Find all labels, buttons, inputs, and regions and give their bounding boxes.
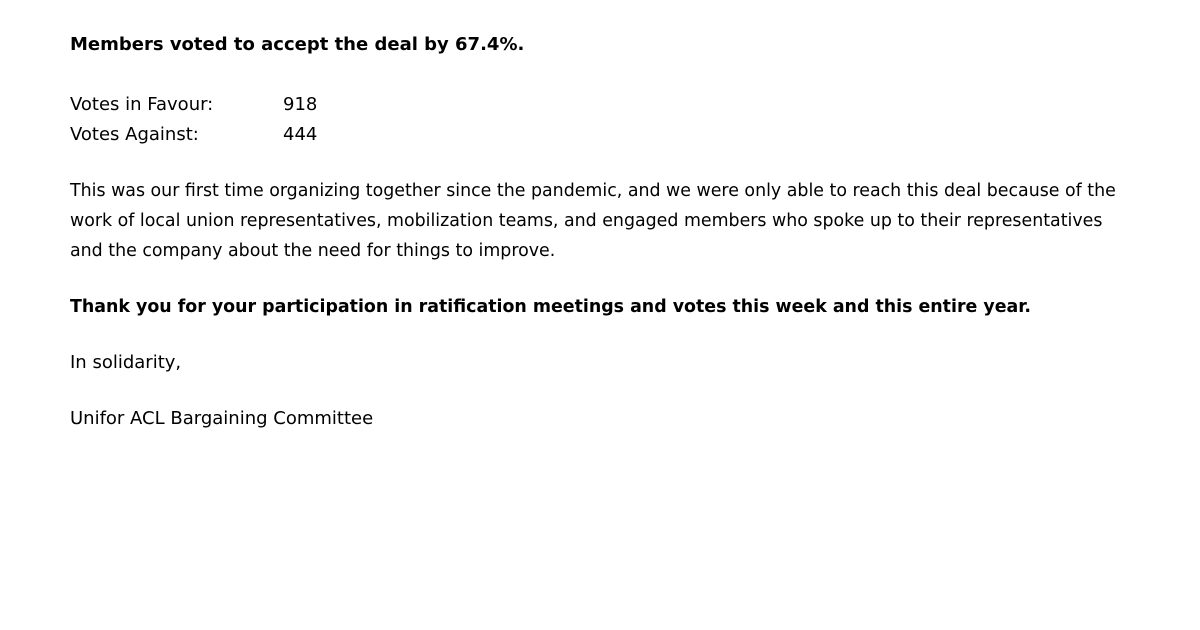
vote-value-favour: 918 [283,94,318,115]
closing-salutation: In solidarity, [70,352,182,373]
signature-line: Unifor ACL Bargaining Committee [70,408,374,429]
vote-row-favour [70,90,1140,120]
thank-you-statement: Thank you for your participation in ratification meetings and votes this week and this entire year. [70,297,1031,317]
vote-label-favour: Votes in Favour: [70,94,214,115]
vote-label-against: Votes Against: [70,124,199,145]
vote-result-headline: Members voted to accept the deal by 67.4%. [70,34,525,55]
vote-row-against [70,120,1140,150]
document-content [70,30,1140,434]
vote-value-against: 444 [283,124,318,145]
body-paragraph: This was our first time organizing together since the pandemic, and we were only able to reach this deal because of the work of local union representatives, mobilization teams, and engaged members who spoke up to their representatives and the company about the need for things to improve. [70,181,1116,261]
vote-tally [70,90,1140,150]
